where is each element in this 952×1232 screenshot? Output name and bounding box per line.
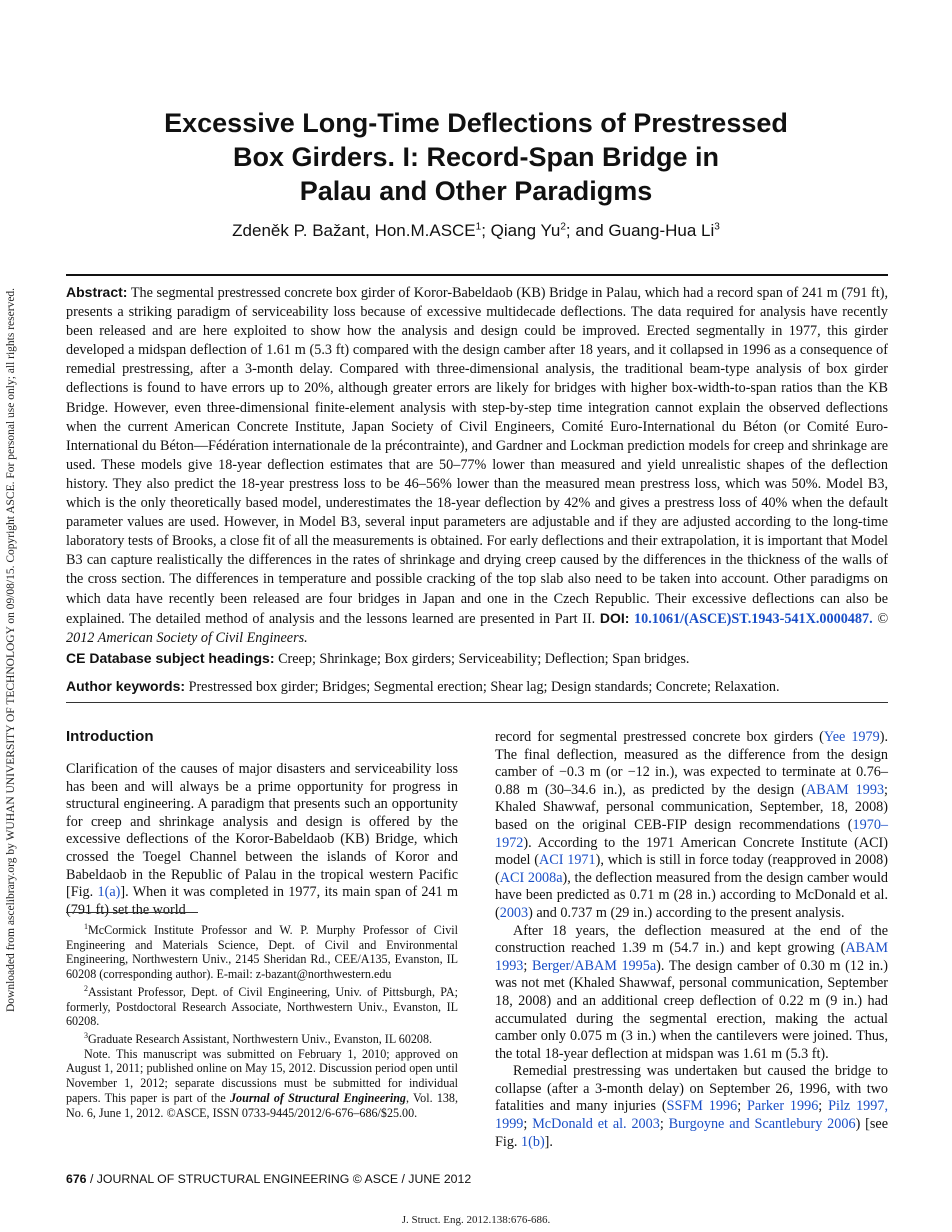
r2-text-c: ). The design camber of 0.30 m (12 in.) was not met (Khaled Shawwaf, personal communication, September 18, 2008) and an additional creep deflection of 0.22 m (9 in.) had accumulated during the segmental erection, making the actual camber only 0.075 m (3 in.) when the cantilevers were joined. Thus, the total 18-year deflection at midspan was 1.61 m (5.3 ft). [495, 957, 888, 1062]
doi-link[interactable]: 10.1061/(ASCE)ST.1943-541X.0000487. [634, 610, 873, 627]
author-3-mark: 3 [714, 221, 720, 233]
note-text-b: , Vol. 138, No. 6, June 1, 2012. ©ASCE, ISSN 0733-9445/2012/6-676–686/$25.00. [66, 1090, 459, 1120]
subject-headings-label: CE Database subject headings: [66, 650, 275, 666]
ref-mcdonald-2003-b[interactable]: McDonald et al. 2003 [532, 1116, 660, 1133]
author-keywords-text: Prestressed box girder; Bridges; Segmental erection; Shear lag; Design standards; Concrete; Relaxation. [188, 679, 780, 695]
footnote-3-mark: 3 [84, 1030, 88, 1040]
r1-text-a: record for segmental prestressed concrete box girders ( [495, 729, 824, 745]
r1-text-f: ), the deflection measured from the design camber would have been predicted as 0.71 m (28 in.) according to McDonald et al. ( [495, 869, 888, 921]
footnote-2 [66, 982, 458, 1029]
r3-sep-1: ; [737, 1098, 748, 1115]
footnote-1-mark: 1 [84, 922, 88, 931]
r1-text-e: ), which is still in force today (reapproved in 2008) ( [495, 852, 888, 886]
right-paragraph-3 [495, 1063, 888, 1151]
ref-pilz[interactable]: Pilz 1997, 1999 [495, 1098, 888, 1133]
header-divider [66, 274, 888, 276]
keywords-divider [66, 702, 888, 703]
right-paragraph-1 [495, 729, 888, 923]
ref-berger-abam[interactable]: Berger/ABAM 1995a [531, 957, 657, 974]
fig-1a-link[interactable]: 1(a) [97, 884, 121, 901]
ref-burgoyne-2006[interactable]: Burgoyne and Scantlebury 2006 [668, 1116, 856, 1133]
title-line-1: Excessive Long-Time Deflections of Prestressed [164, 108, 788, 138]
journal-name: Journal of Structural Engineering [230, 1090, 406, 1105]
author-2: ; Qiang Yu [481, 221, 561, 240]
r3-sep-2: ; [818, 1098, 829, 1115]
title-line-3: Palau and Other Paradigms [299, 176, 653, 206]
r3-sep-4: ; [659, 1116, 669, 1133]
journal-footer: / JOURNAL OF STRUCTURAL ENGINEERING © ASCE / JUNE 2012 [86, 1172, 472, 1186]
right-column [495, 729, 888, 1151]
ref-abam-1993[interactable]: ABAM 1993 [806, 781, 885, 798]
r1-text-b: ). The final deflection, measured as the difference from the design camber of −0.3 m (or −12 in.), was expected to terminate at 0.76–0.88 m (30–34.6 in.), as predicted by the design ( [495, 729, 888, 798]
note-text-a: Note. This manuscript was submitted on February 1, 2010; approved on August 1, 2011; published online on May 15, 2012. Discussion period open until November 1, 2012; separate discussions must be submitted for individual papers. This paper is part of the [66, 1046, 458, 1105]
side-note-text: Downloaded from ascelibrary.org by WUHAN UNIVERSITY OF TECHNOLOGY on 09/08/15. Copyright ASCE. For personal use only; all rights reserved. [5, 287, 17, 1013]
ref-ceb-fip[interactable]: 1970–1972 [495, 816, 888, 851]
ref-aci-1971[interactable]: ACI 1971 [539, 852, 596, 869]
page-footer [66, 1172, 471, 1186]
footnote-divider [66, 912, 198, 913]
footnotes [66, 920, 458, 1120]
title-line-2: Box Girders. I: Record-Span Bridge in [232, 142, 720, 172]
section-heading-introduction: Introduction [66, 728, 154, 745]
ref-mcdonald-2003[interactable]: 2003 [499, 904, 529, 921]
abstract-label: Abstract: [66, 284, 128, 300]
footnote-3 [66, 1029, 458, 1047]
subject-headings-text: Creep; Shrinkage; Box girders; Serviceability; Deflection; Span bridges. [278, 651, 690, 667]
ref-aci-2008a[interactable]: ACI 2008a [499, 869, 563, 886]
fig-1b-link[interactable]: 1(b) [521, 1133, 545, 1150]
author-3: ; and Guang-Hua Li [565, 221, 715, 240]
abstract [66, 283, 888, 648]
author-2-mark: 2 [560, 221, 566, 233]
side-download-note [2, 0, 20, 1232]
ref-ssfm-1996[interactable]: SSFM 1996 [666, 1098, 738, 1115]
footnote-3-text: Graduate Research Assistant, Northwestern Univ., Evanston, IL 60208. [88, 1032, 433, 1047]
author-keywords-label: Author keywords: [66, 678, 186, 694]
r3-text-a: Remedial prestressing was undertaken but caused the bridge to collapse (after a 3-month delay) on September 26, 1996, with two fatalities and many injuries ( [495, 1063, 888, 1115]
intro-text-b: ]. When it was completed in 1977, its main span of 241 m (791 ft) set the world [66, 884, 458, 918]
doi-label: DOI: [599, 609, 630, 626]
r1-text-d: ). According to the 1971 American Concrete Institute (ACI) model ( [495, 834, 888, 869]
author-1: Zdeněk P. Bažant, Hon.M.ASCE [232, 221, 476, 240]
citation-line: J. Struct. Eng. 2012.138:676-686. [401, 1214, 551, 1226]
footnote-2-text: Assistant Professor, Dept. of Civil Engineering, Univ. of Pittsburgh, PA; formerly, Postdoctoral Research Associate, Northwestern Univ., Evanston, IL 60208. [66, 984, 458, 1029]
author-list [100, 221, 852, 241]
r2-text-b: ; [523, 957, 532, 974]
author-keywords [66, 677, 888, 697]
page-number: 676 [66, 1172, 87, 1186]
manuscript-note [66, 1047, 458, 1121]
ref-abam-1993-b[interactable]: ABAM 1993 [495, 940, 888, 974]
r3-sep-3: ; [523, 1116, 533, 1133]
r3-text-b: ) [see Fig. [495, 1116, 888, 1150]
r3-text-c: ]. [544, 1133, 553, 1150]
footnote-1-text: McCormick Institute Professor and W. P. Murphy Professor of Civil Engineering and Materials Science, Dept. of Civil and Environmental Engineering, Northwestern Univ., 2145 Sheridan Rd., CEE/A135, Evanston, IL 60208 (corresponding author). E-mail: z-bazant@northwestern.edu [66, 923, 458, 982]
author-1-mark: 1 [475, 221, 482, 233]
ref-yee-1979[interactable]: Yee 1979 [823, 729, 880, 745]
intro-text-a: Clarification of the causes of major disasters and serviceability loss has been and will always be a prime opportunity for progress in structural engineering. A paradigm that presents such an opportunity for creep and shrinkage analysis and design is offered by the excessive deflections of the Koror-Babeldaob (KB) Bridge, which crossed the Toegel Channel between the islands of Koror and Babeldaob in the Republic of Palau in the tropical western Pacific [Fig. [66, 761, 458, 901]
r1-text-g: ) and 0.737 m (29 in.) according to the present analysis. [528, 904, 845, 921]
ref-parker-1996[interactable]: Parker 1996 [747, 1098, 819, 1115]
footnote-1 [66, 920, 458, 982]
paper-title [100, 106, 852, 208]
copyright-text: © 2012 American Society of Civil Engineers. [66, 610, 889, 646]
r2-text-a: After 18 years, the deflection measured at the end of the construction reached 1.39 m (54.7 in.) and kept growing ( [495, 922, 888, 957]
intro-paragraph [66, 761, 458, 919]
abstract-text: The segmental prestressed concrete box girder of Koror-Babeldaob (KB) Bridge in Palau, which had a record span of 241 m (791 ft), presents a striking paradigm of serviceability loss because of excessive multidecade deflections. The data required for analysis have recently been released and are here exploited to show how the analysis and design could be improved. Erected segmentally in 1977, this girder developed a midspan deflection of 1.61 m (5.3 ft) compared with the design camber after 18 years, and it collapsed in 1996 as a consequence of remedial prestressing, after a 3-month delay. Compared with three-dimensional analysis, the traditional beam-type analysis of box girder deflections is found to have errors up to 20%, although greater errors are likely for bridges with higher box-width-to-span ratios than the KB Bridge. However, even three-dimensional finite-element analysis with step-by-step time integration cannot explain the observed deflections when the current American Concrete Institute, Japan Society of Civil Engineers, Comité Euro-International du Béton (or Comité Euro-International du Béton—Fédération internationale de la précontrainte), and Gardner and Lockman prediction models for creep and shrinkage are used. These models give 18-year deflection estimates that are 50–77% lower than measured and yield unrealistic shapes of the deflection history. They also predict the 18-year prestress loss to be 46–56% lower than the measured mean prestress loss, which was 50%. Model B3, which is the only theoretically based model, underestimates the 18-year deflection by 42% and gives a prestress loss of 40% when the default parameter values are used. However, in Model B3, several input parameters are adjustable and if they are adjusted according to the long-time laboratory tests of Brooks, a close fit of all the measurements is obtained. For early deflections and their extrapolation, it is important that Model B3 can capture realistically the differences in the rates of shrinkage and drying creep caused by the differences in the thickness of the walls of the cross section. The differences in temperature and possible cracking of the top slab also need to be taken into account. Other paradigms on which data have recently been released are four bridges in Japan and one in the Czech Republic. Their excessive deflections can also be explained. The detailed method of analysis and the lessons learned are presented in Part II. [66, 285, 888, 627]
subject-headings [66, 649, 888, 669]
r1-text-c: ; Khaled Shawwaf, personal communication, September, 18, 2008) based on the original CEB-FIP design recommendations ( [495, 781, 888, 833]
footnote-2-mark: 2 [84, 983, 88, 993]
right-paragraph-2 [495, 923, 888, 1064]
